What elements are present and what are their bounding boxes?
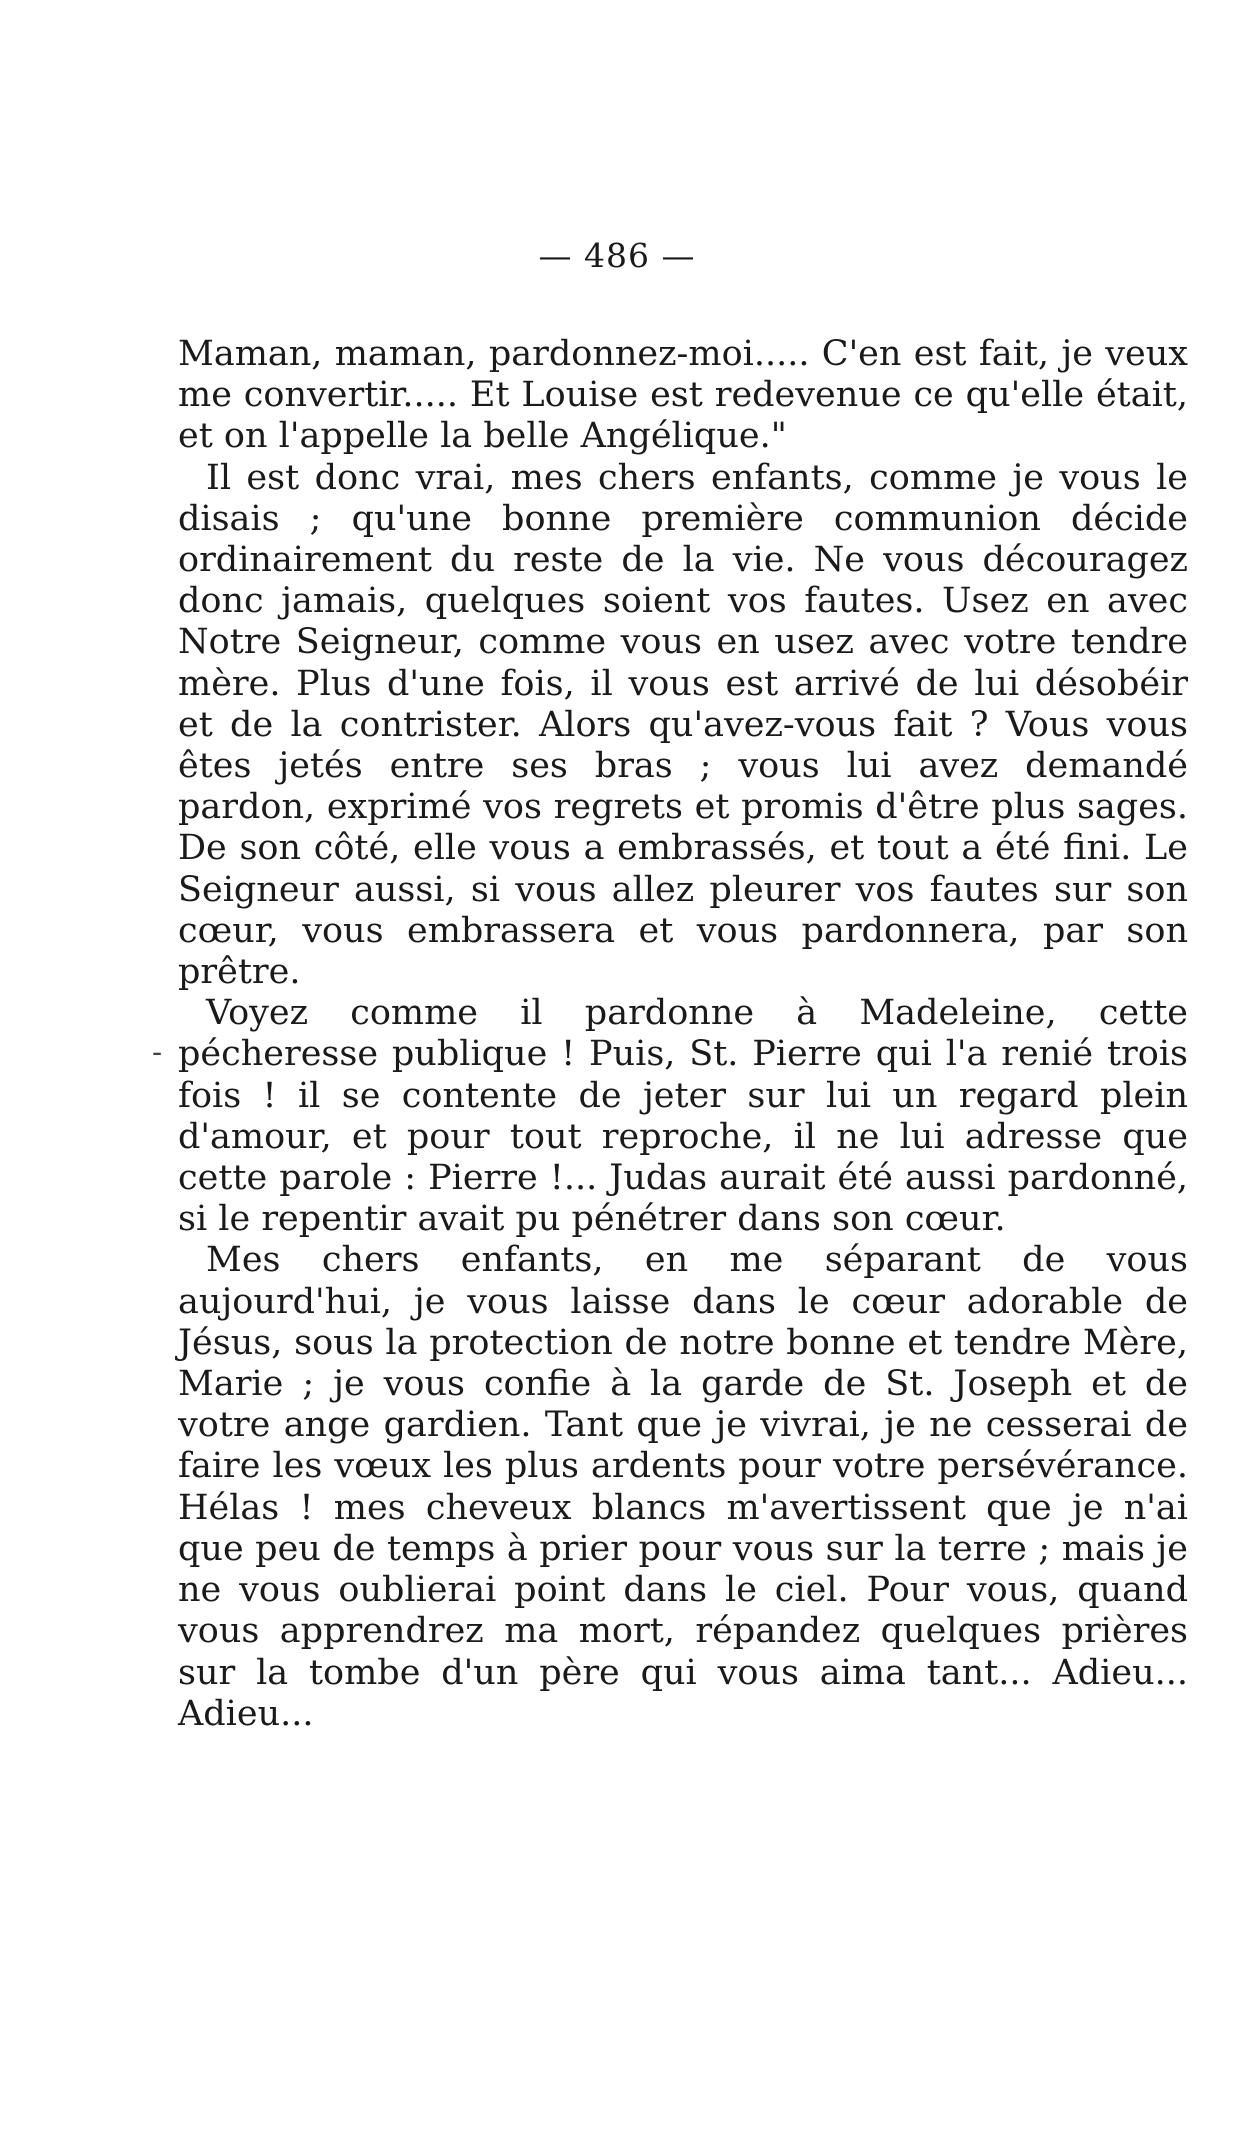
paragraph-2: Il est donc vrai, mes chers enfants, comme je vous le disais ; qu'une bonne première communion décide ordinairement du reste de la vie. Ne vous découragez donc jamais, quelques soient vos fautes. Usez en avec Notre Seigneur, comme vous en usez avec votre tendre mère. Plus d'une fois, il vous est arrivé de lui désobéir et de la contrister. Alors qu'avez-vous fait ? Vous vous êtes jetés entre ses bras ; vous lui avez demandé pardon, exprimé vos regrets et promis d'être plus sages. De son côté, elle vous a embrassés, et tout a été fini. Le Seigneur aussi, si vous allez pleurer vos fautes sur son cœur, vous embrassera et vous pardonnera, par son prêtre. — [178, 457, 1188, 993]
page-number: — 486 — — [538, 236, 696, 275]
margin-mark: - — [152, 1035, 163, 1070]
body-text — [178, 334, 1188, 1735]
paragraph-3: Voyez comme il pardonne à Madeleine, cette pécheresse publique ! Puis, St. Pierre qui l'a renié trois fois ! il se contente de jeter sur lui un regard plein d'amour, et pour tout reproche, il ne lui adresse que cette parole : Pierre !... Judas aurait été aussi pardonné, si le repentir avait pu pénétrer dans son cœur. — [178, 993, 1188, 1240]
paragraph-1: Maman, maman, pardonnez-moi..... C'en est fait, je veux me convertir..... Et Louise est redevenue ce qu'elle était, et on l'appelle la belle Angélique." — [178, 334, 1188, 457]
paragraph-4: Mes chers enfants, en me séparant de vous aujourd'hui, je vous laisse dans le cœur adorable de Jésus, sous la protection de notre bonne et tendre Mère, Marie ; je vous confie à la garde de St. Joseph et de votre ange gardien. Tant que je vivrai, je ne cesserai de faire les vœux les plus ardents pour votre persévérance. Hélas ! mes cheveux blancs m'avertissent que je n'ai que peu de temps à prier pour vous sur la terre ; mais je ne vous oublierai point dans le ciel. Pour vous, quand vous apprendrez ma mort, répandez quelques prières sur la tombe d'un père qui vous aima tant... Adieu... Adieu... — [178, 1240, 1188, 1734]
